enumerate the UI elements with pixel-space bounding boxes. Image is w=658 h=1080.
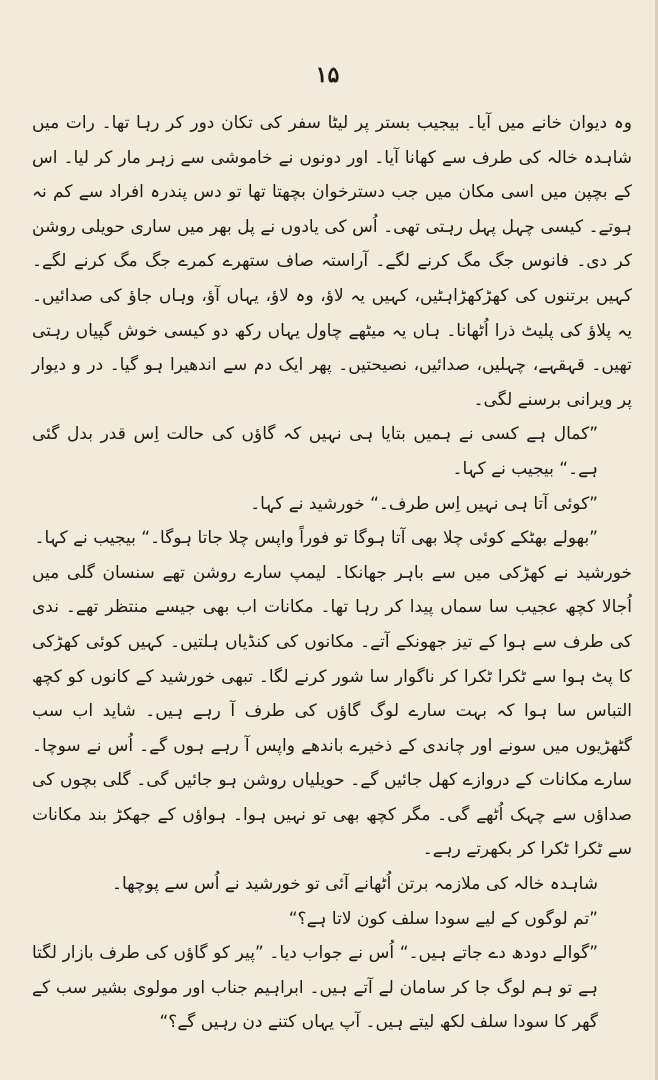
paragraph-dialogue-nobody-comes: ”کوئی آتا ہی نہیں اِس طرف۔“ خورشید نے کہا۔ xyxy=(250,493,598,514)
paragraph-dialogue-village-changed: ”کمال ہے کسی نے ہمیں بتایا ہی نہیں کہ گاؤں کی حالت اِس قدر بدل گئی ہے۔“ بیجیب نے کہا۔ xyxy=(32,424,598,479)
paragraph-maid-answer: ”گوالے دودھ دے جاتے ہیں۔“ اُس نے جواب دیا۔ ”پیر کو گاؤں کی طرف بازار لگتا ہے تو ہم لوگ جا کر سامان لے آتے ہیں۔ ابراہیم جناب اور مولوی بشیر سب کے گھر کا سودا سلف لکھ لیتے ہیں۔ آپ یہاں کتنے دن رہیں گے؟“ xyxy=(32,943,598,1033)
paragraph-haveli-memories: وہ دیوان خانے میں آیا۔ بیجیب بستر پر لیٹا سفر کی تکان دور کر رہا تھا۔ رات میں شاہدہ خالہ کی طرف سے کھانا آیا۔ اور دونوں نے خاموشی سے زہر مار کر لیا۔ اس کے بچپن میں اسی مکان میں جب دسترخوان بچھتا تھا تو دس پندرہ افراد سے کم نہ ہوتے۔ کیسی چہل پہل رہتی تھی۔ اُس کی یادوں نے پل بھر میں ساری حویلی روشن کر دی۔ فانوس جگ مگ کرنے لگے۔ آراستہ صاف ستھرے کمرے جگ مگ کرنے لگے۔ کہیں برتنوں کی کھڑکھڑاہٹیں، کہیں یہ لاؤ، وہ لاؤ، یہاں آؤ، وہاں جاؤ کی صدائیں۔ یہ پلاؤ کی پلیٹ ذرا اُٹھانا۔ ہاں یہ میٹھے چاول یہاں رکھ دو کیسی خوش گپیاں رہتی تھیں۔ قہقہے، چہلیں، صدائیں، نصیحتیں۔ پھر ایک دم سے اندھیرا ہو گیا۔ در و دیوار پر ویرانی برسنے لگی۔ xyxy=(32,113,632,410)
paragraph-question-groceries: ”تم لوگوں کے لیے سودا سلف کون لاتا ہے؟“ xyxy=(288,908,598,929)
paragraph-window-deserted-street: خورشید نے کھڑکی میں سے باہر جھانکا۔ لیمپ سارے روشن تھے سنسان گلی میں اُجالا کچھ عجیب سا سماں پیدا کر رہا تھا۔ مکانات اب بھی جیسے منتظر تھے۔ ندی کی طرف سے ہوا کے تیز جھونکے آتے۔ مکانوں کی کنڈیاں ہلتیں۔ کہیں کوئی کھڑکی کا پٹ ہوا سے ٹکرا ٹکرا کر ناگوار سا شور کرنے لگا۔ تبھی خورشید کے کانوں کو کچھ التباس سا ہوا کہ بہت سارے لوگ گاؤں کی طرف آ رہے ہیں۔ شاید اب سب گٹھڑیوں میں سونے اور چاندی کے ذخیرے باندھے واپس آ رہے ہوں گے۔ اُس نے سوچا۔ سارے مکانات کے دروازے کھل جائیں گے۔ حویلیاں روشن ہو جائیں گی۔ گلی بچوں کی صداؤں سے چہک اُٹھے گی۔ مگر کچھ بھی تو نہیں ہوا۔ ہواؤں کے جھکڑ بند مکانات سے ٹکرا ٹکرا کر بکھرتے رہے۔ xyxy=(32,562,632,860)
body-text xyxy=(32,106,632,1040)
paragraph-maid-arrives: شاہدہ خالہ کی ملازمہ برتن اُٹھانے آئی تو خورشید نے اُس سے پوچھا۔ xyxy=(112,874,598,895)
paragraph-dialogue-go-back: ”بھولے بھٹکے کوئی چلا بھی آتا ہوگا تو فوراً واپس چلا جاتا ہوگا۔“ بیجیب نے کہا۔ xyxy=(34,528,598,549)
page-number: ۱۵ xyxy=(315,62,340,88)
